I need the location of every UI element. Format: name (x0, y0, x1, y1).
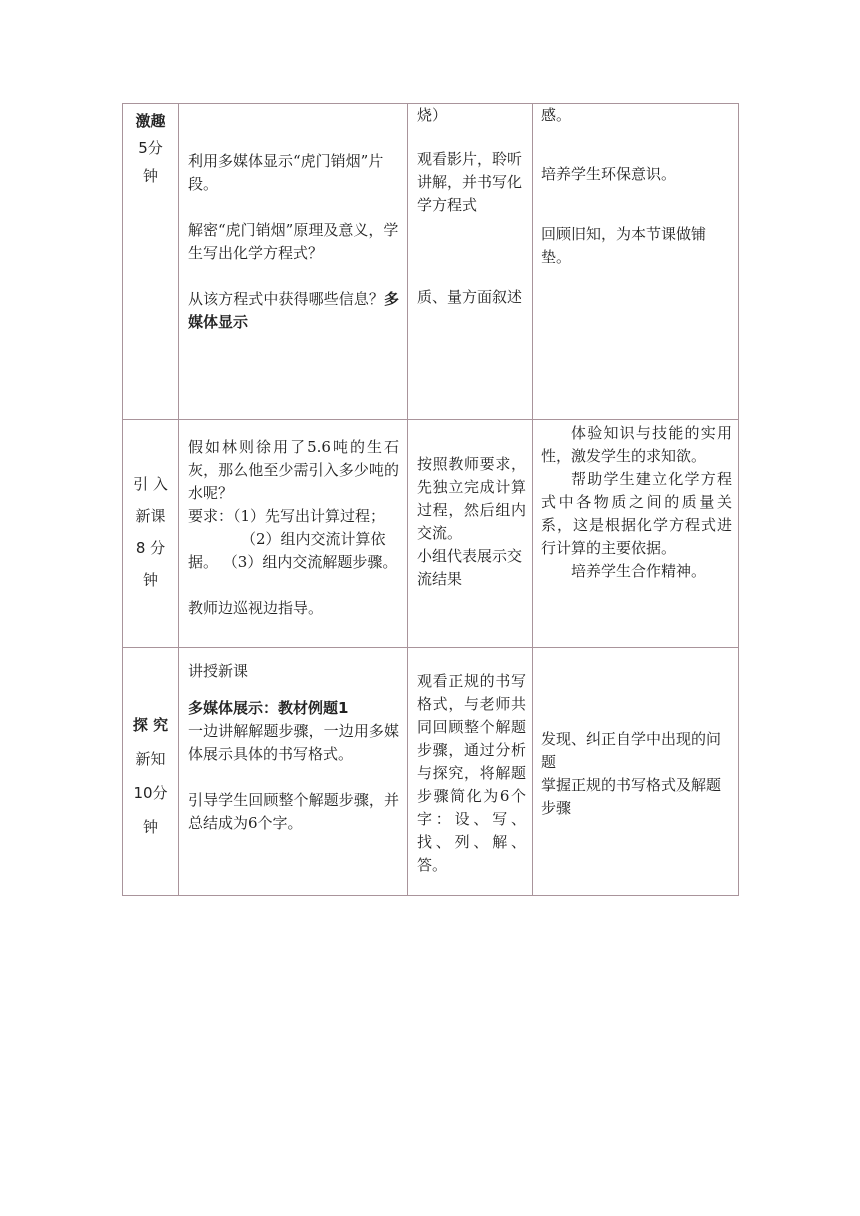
table-row (123, 648, 739, 896)
stage-label: 钟 (142, 571, 158, 589)
student-activity-cell (408, 648, 533, 896)
teacher-activity-cell (179, 648, 408, 896)
stage-label: 新课 (135, 507, 166, 525)
teacher-text: 要求：（1）先写出计算过程； (188, 507, 386, 525)
intent-text: 帮助学生建立化学方程式中各物质之间的质量关系，这是根据化学方程式进行计算的主要依据。 (541, 470, 732, 557)
stage-cell (123, 420, 179, 648)
student-text: 观看影片，聆听讲解，并书写化学方程式 (417, 150, 523, 214)
teacher-text: 利用多媒体显示“虎门销烟”片段。 (188, 152, 384, 193)
stage-cell (123, 648, 179, 896)
teacher-activity-cell (179, 104, 408, 420)
student-text: 烧） (417, 106, 448, 124)
student-activity-cell (408, 104, 533, 420)
teacher-text: 一边讲解解题步骤，一边用多媒体展示具体的书写格式。 (188, 722, 399, 763)
stage-label: 8 分 (135, 539, 166, 557)
intent-text: 体验知识与技能的实用性，激发学生的求知欲。 (541, 424, 732, 465)
student-text: 小组代表展示交流结果 (417, 547, 523, 588)
student-activity-cell (408, 420, 533, 648)
table-row (123, 104, 739, 420)
student-text: 观看正规的书写格式，与老师共同回顾整个解题步骤，通过分析与探究，将解题步骤简化为6个字：设、写、找、列、解、答。 (417, 672, 526, 874)
student-text: 质、量方面叙述 (417, 288, 523, 306)
design-intent-cell (533, 420, 739, 648)
lesson-plan-table (122, 103, 739, 896)
design-intent-cell (533, 104, 739, 420)
intent-text: 培养学生合作精神。 (571, 562, 707, 580)
teacher-text: 从该方程式中获得哪些信息？多媒体显示 (188, 290, 399, 331)
stage-label: 激趣 (135, 112, 166, 130)
stage-label: 10分 (133, 784, 168, 802)
student-text: 按照教师要求，先独立完成计算过程，然后组内交流。 (417, 455, 526, 542)
teacher-text: （2）组内交流计算依据。 （3）组内交流解题步骤。 (188, 530, 398, 571)
teacher-text-bold: 多媒体显示 (188, 290, 399, 331)
teacher-text: 解密“虎门销烟”原理及意义，学生写出化学方程式？ (188, 221, 399, 262)
teacher-text: 假如林则徐用了5.6吨的生石灰，那么他至少需引入多少吨的水呢？ (188, 438, 399, 502)
teacher-activity-cell (179, 420, 408, 648)
intent-text: 感。 (541, 106, 572, 124)
stage-label: 引 入 (133, 475, 168, 493)
stage-label: 探 究 (132, 716, 169, 734)
stage-label: 5分 (138, 139, 163, 157)
teacher-text: 引导学生回顾整个解题步骤，并总结成为6个字。 (188, 791, 399, 832)
teacher-text: 讲授新课 (188, 662, 249, 680)
intent-text: 发现、纠正自学中出现的问题 (541, 730, 722, 771)
lesson-plan-sheet (122, 103, 738, 896)
table-row (123, 420, 739, 648)
intent-text: 培养学生环保意识。 (541, 165, 677, 183)
stage-label: 钟 (142, 167, 158, 185)
stage-cell (123, 104, 179, 420)
stage-label: 钟 (142, 818, 158, 836)
stage-label: 新知 (135, 750, 166, 768)
intent-text: 掌握正规的书写格式及解题步骤 (541, 776, 722, 817)
design-intent-cell (533, 648, 739, 896)
teacher-text-bold: 多媒体展示：教材例题1 (188, 699, 349, 717)
intent-text: 回顾旧知，为本节课做铺垫。 (541, 225, 707, 266)
teacher-text: 教师边巡视边指导。 (188, 599, 324, 617)
